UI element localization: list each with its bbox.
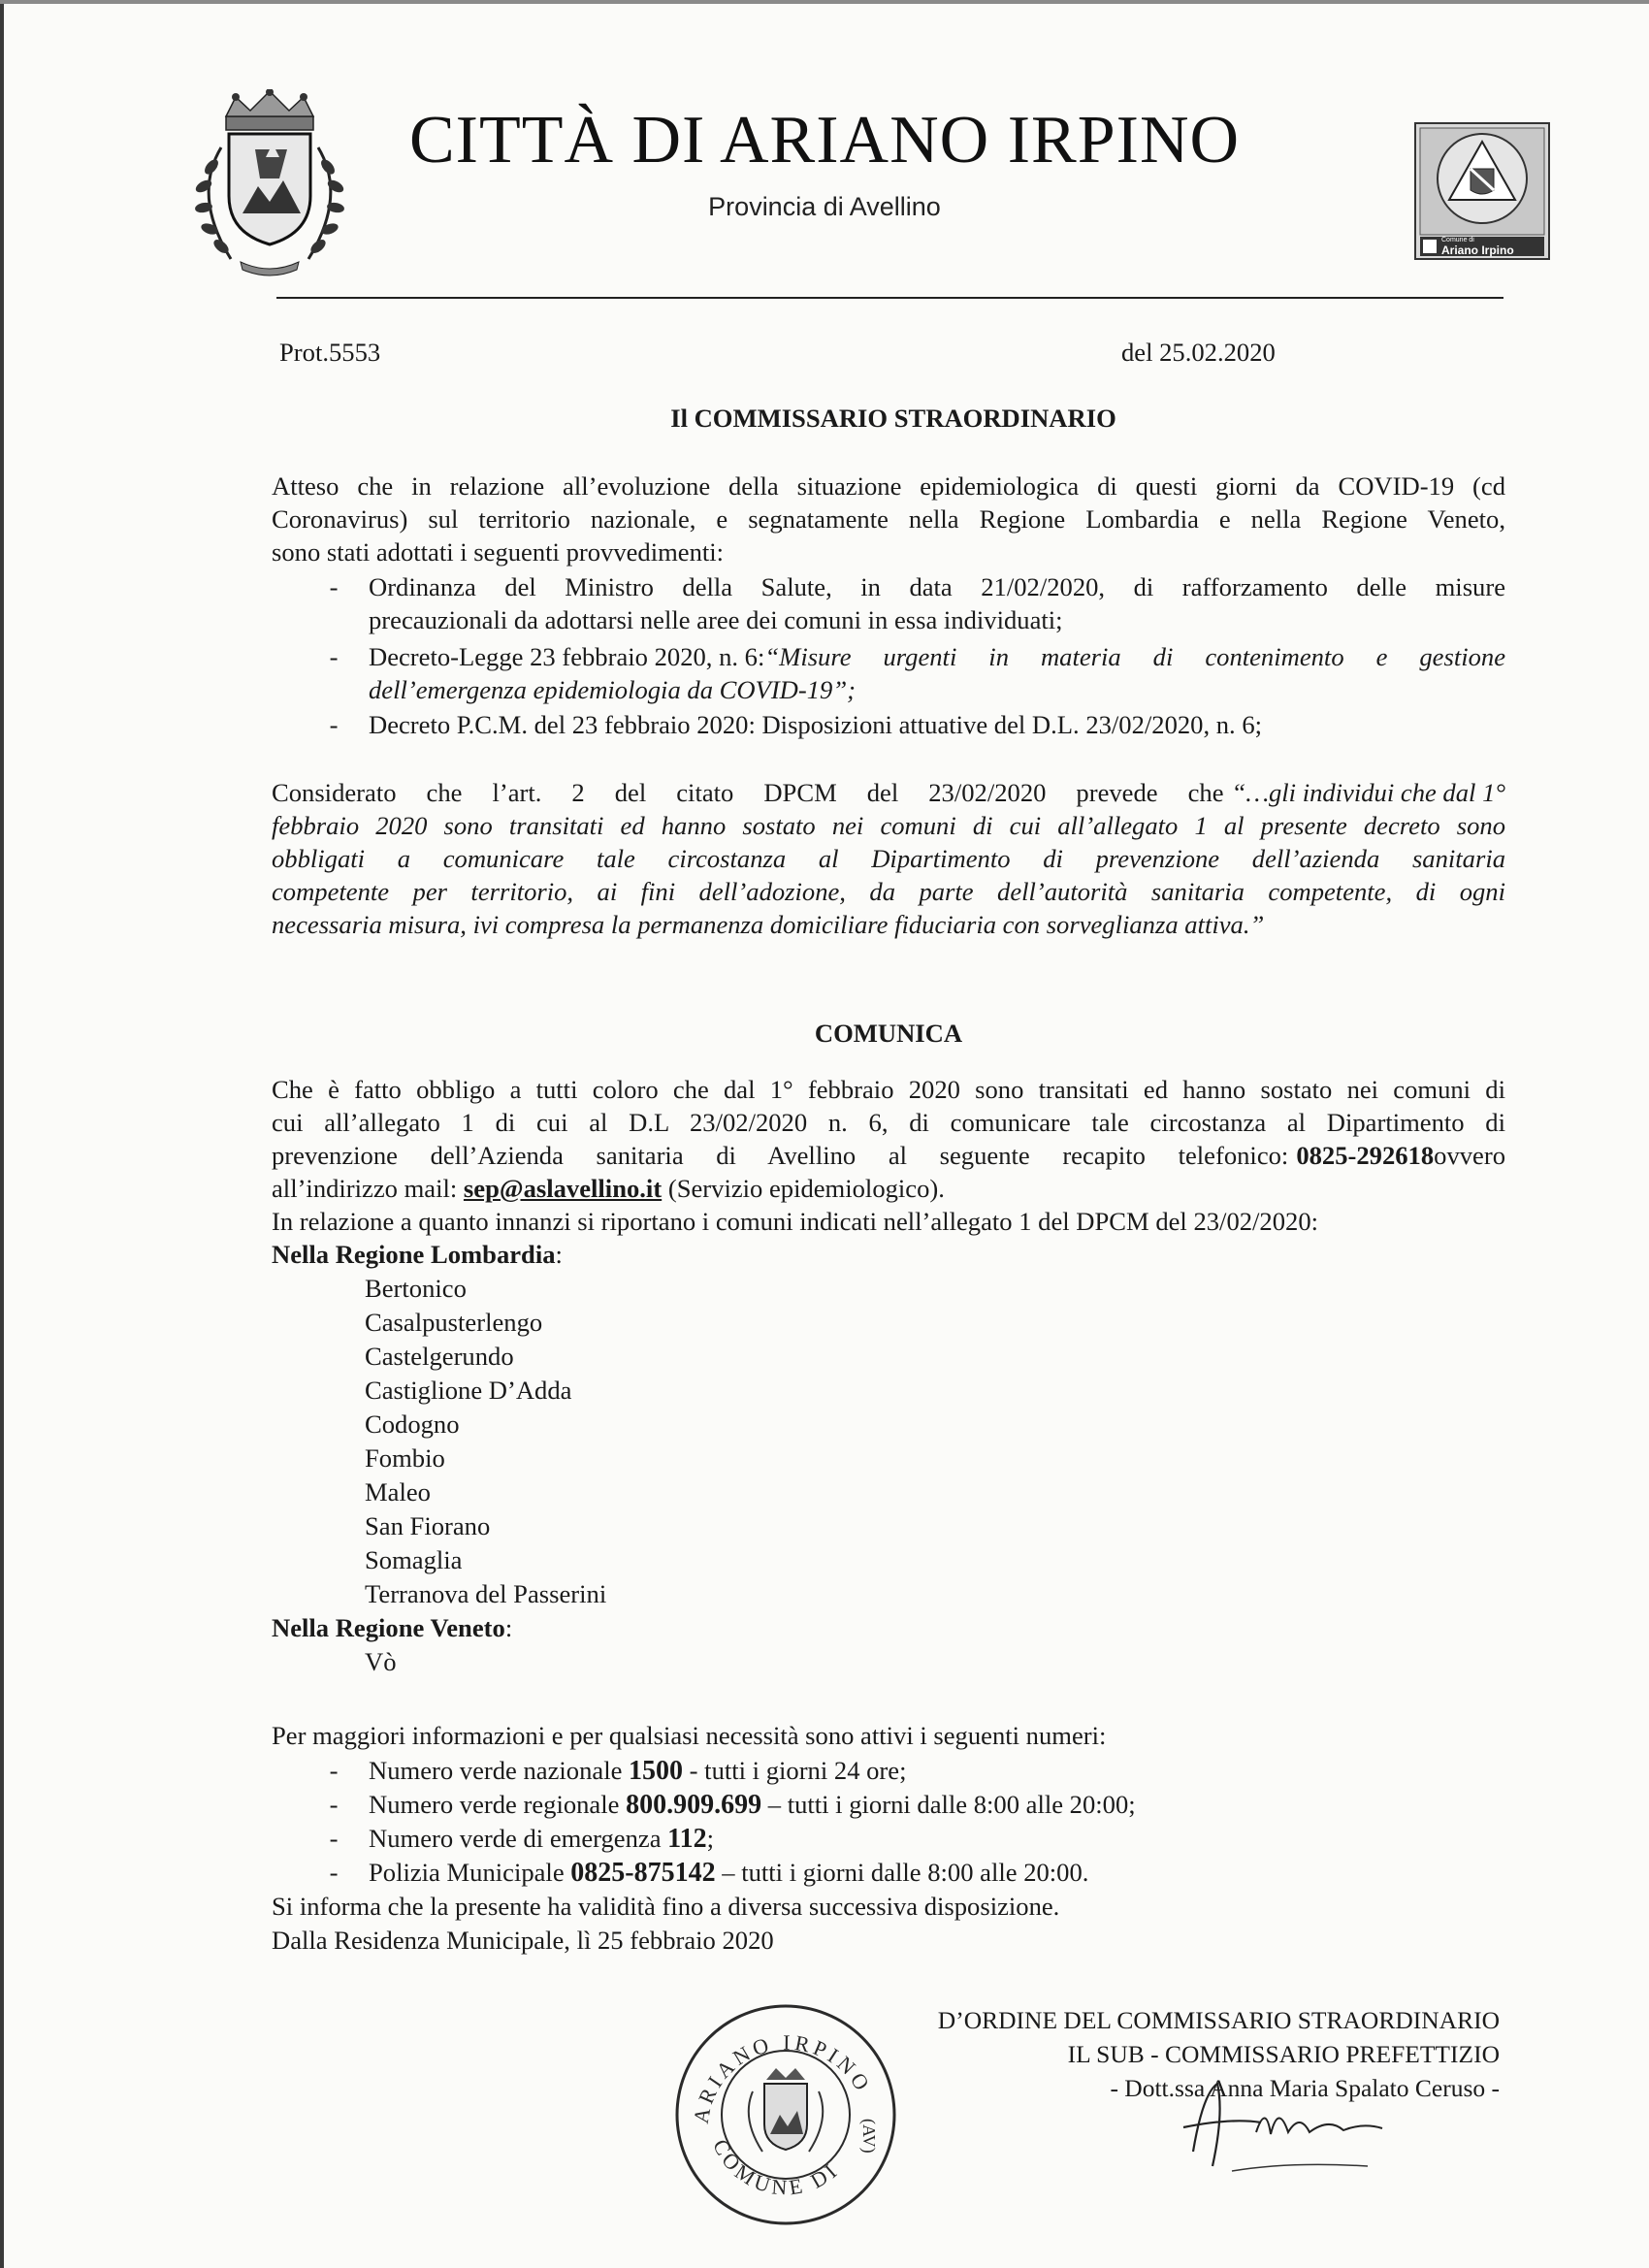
body-line — [272, 1172, 945, 1206]
list-item-continuation: precauzionali da adottarsi nelle aree dei comuni in essa individuati; — [369, 605, 1063, 634]
civil-protection-logo — [1414, 122, 1550, 260]
intro-line: Atteso che in relazione all’evoluzione della situazione epidemiologica di questi giorni da COVID-19 (cd — [272, 471, 1505, 501]
body-text: prevenzione dell’Azienda sanitaria di Avellino al seguente recapito telefonico: — [272, 1141, 1289, 1170]
decree-title: “Misure urgenti in materia di contenimento e gestione — [764, 642, 1505, 671]
list-item-text: Decreto-Legge 23 febbraio 2020, n. 6: — [369, 642, 765, 671]
comune-item: Bertonico — [365, 1274, 467, 1303]
handwritten-signature-icon — [1174, 2074, 1397, 2181]
region-heading-lombardia — [272, 1238, 563, 1272]
comune-item: Somaglia — [365, 1545, 463, 1574]
region-colon: : — [504, 1613, 513, 1642]
quote-line: febbraio 2020 sono transitati ed hanno sostato nei comuni di cui all’allegato 1 al presente decreto sono — [272, 811, 1505, 840]
contact-item — [369, 1822, 714, 1857]
body-line: cui all’allegato 1 di cui al D.L 23/02/2020 n. 6, di comunicare tale circostanza al Dipartimento di — [272, 1108, 1505, 1137]
contact-hours: - tutti i giorni 24 ore; — [683, 1756, 907, 1785]
scan-edge-top — [0, 0, 1649, 4]
contact-hours: ; — [706, 1824, 715, 1853]
body-line: In relazione a quanto innanzi si riportano i comuni indicati nell’allegato 1 del DPCM del 23/02/2020: — [272, 1207, 1319, 1236]
list-item: Ordinanza del Ministro della Salute, in data 21/02/2020, di rafforzamento delle misure — [369, 572, 1505, 601]
email-link[interactable]: sep@aslavellino.it — [463, 1174, 663, 1203]
signature-line: D’ORDINE DEL COMMISSARIO STRAORDINARIO — [937, 2006, 1500, 2034]
contact-hours: – tutti i giorni dalle 8:00 alle 20:00; — [761, 1790, 1136, 1819]
comune-item: Castelgerundo — [365, 1342, 514, 1371]
contact-number: 1500 — [629, 1756, 684, 1786]
contact-number: 112 — [667, 1824, 707, 1854]
quote-line: competente per territorio, ai fini dell’adozione, da parte dell’autorità sanitaria competente, di ogni — [272, 877, 1505, 906]
contact-label: Numero verde regionale — [369, 1790, 627, 1819]
body-text: (Servizio epidemiologico). — [662, 1174, 945, 1203]
scan-edge-left — [0, 0, 4, 2268]
stamp-bottom-text: COMUNE DI — [708, 2135, 845, 2200]
contact-hours: – tutti i giorni dalle 8:00 alle 20:00. — [715, 1858, 1089, 1887]
logo-text-small: Comune di — [1441, 237, 1474, 243]
place-date: Dalla Residenza Municipale, lì 25 febbraio 2020 — [272, 1926, 774, 1955]
contact-label: Numero verde di emergenza — [369, 1824, 668, 1853]
decree-title-continuation: dell’emergenza epidemiologia da COVID-19”; — [369, 675, 856, 704]
comune-item: Maleo — [365, 1477, 431, 1507]
contact-item — [369, 1754, 906, 1789]
protocol-number: Prot.5553 — [279, 338, 381, 367]
region-name: Nella Regione Veneto — [272, 1613, 505, 1642]
intro-line: sono stati adottati i seguenti provvedimenti: — [272, 537, 725, 567]
stamp-side-text: (AV) — [859, 2119, 879, 2154]
signatory-name: - Dott.ssa Anna Maria Spalato Ceruso - — [1110, 2074, 1500, 2102]
body-text: all’indirizzo mail: — [272, 1174, 464, 1203]
comune-item: Codogno — [365, 1409, 460, 1439]
civil-protection-logo-icon — [1414, 122, 1550, 260]
municipal-seal-stamp-icon — [669, 1998, 902, 2231]
comune-item: Castiglione D’Adda — [365, 1376, 572, 1405]
header-divider — [276, 297, 1504, 299]
region-name: Nella Regione Lombardia — [272, 1240, 556, 1269]
region-colon: : — [555, 1240, 563, 1269]
contact-label: Numero verde nazionale — [369, 1756, 630, 1785]
comune-item: Fombio — [365, 1443, 445, 1473]
comune-item: Vò — [365, 1647, 397, 1676]
contact-number: 800.909.699 — [626, 1790, 762, 1820]
signature-line: IL SUB - COMMISSARIO PREFETTIZIO — [1067, 2040, 1500, 2068]
info-intro: Per maggiori informazioni e per qualsiasi necessità sono attivi i seguenti numeri: — [272, 1721, 1107, 1750]
intro-line: Coronavirus) sul territorio nazionale, e segnatamente nella Regione Lombardia e nella Regione Veneto, — [272, 504, 1505, 534]
phone-number: 0825-292618 — [1296, 1141, 1435, 1170]
list-item: Decreto P.C.M. del 23 febbraio 2020: Disposizioni attuative del D.L. 23/02/2020, n. 6; — [369, 710, 1263, 739]
issuer-heading: Il COMMISSARIO STRAORDINARIO — [670, 404, 1116, 433]
validity-note: Si informa che la presente ha validità fino a diversa successiva disposizione. — [272, 1892, 1060, 1921]
comune-item: Terranova del Passerini — [365, 1579, 607, 1608]
body-text: ovvero — [1434, 1141, 1505, 1170]
contact-item — [369, 1856, 1088, 1891]
body-line: Che è fatto obbligo a tutti coloro che dal 1° febbraio 2020 sono transitati ed hanno sostato nei comuni di — [272, 1075, 1505, 1104]
list-item — [369, 640, 1505, 674]
quote-line: necessaria misura, ivi compresa la permanenza domiciliare fiduciaria con sorveglianza attiva.” — [272, 910, 1265, 939]
comune-item: Casalpusterlengo — [365, 1308, 543, 1337]
list-bullet: - — [329, 642, 339, 671]
considerato-line — [272, 776, 1505, 810]
body-line — [272, 1139, 1505, 1173]
list-bullet: - — [329, 1790, 339, 1819]
list-bullet: - — [329, 1756, 339, 1785]
list-bullet: - — [329, 1824, 339, 1853]
list-bullet: - — [329, 710, 339, 739]
list-bullet: - — [329, 1858, 339, 1887]
comune-item: San Fiorano — [365, 1511, 491, 1540]
contact-item — [369, 1788, 1136, 1823]
document-date: del 25.02.2020 — [1121, 338, 1276, 367]
page-title: CITTÀ DI ARIANO IRPINO — [408, 103, 1241, 178]
considerato-text: Considerato che l’art. 2 del citato DPCM del 23/02/2020 prevede che — [272, 778, 1224, 807]
logo-text-large: Ariano Irpino — [1441, 243, 1514, 257]
section-heading-comunica: COMUNICA — [814, 1019, 963, 1048]
stamp-top-text: ARIANO IRPINO — [688, 2029, 877, 2125]
region-heading-veneto — [272, 1611, 512, 1645]
contact-number: 0825-875142 — [570, 1858, 716, 1888]
contact-label: Polizia Municipale — [369, 1858, 571, 1887]
quote-start: “…gli individui che dal 1° — [1231, 778, 1505, 807]
list-bullet: - — [329, 572, 339, 601]
quote-line: obbligati a comunicare tale circostanza al Dipartimento di prevenzione dell’azienda sanitaria — [272, 844, 1505, 873]
page-subtitle: Provincia di Avellino — [708, 192, 941, 221]
